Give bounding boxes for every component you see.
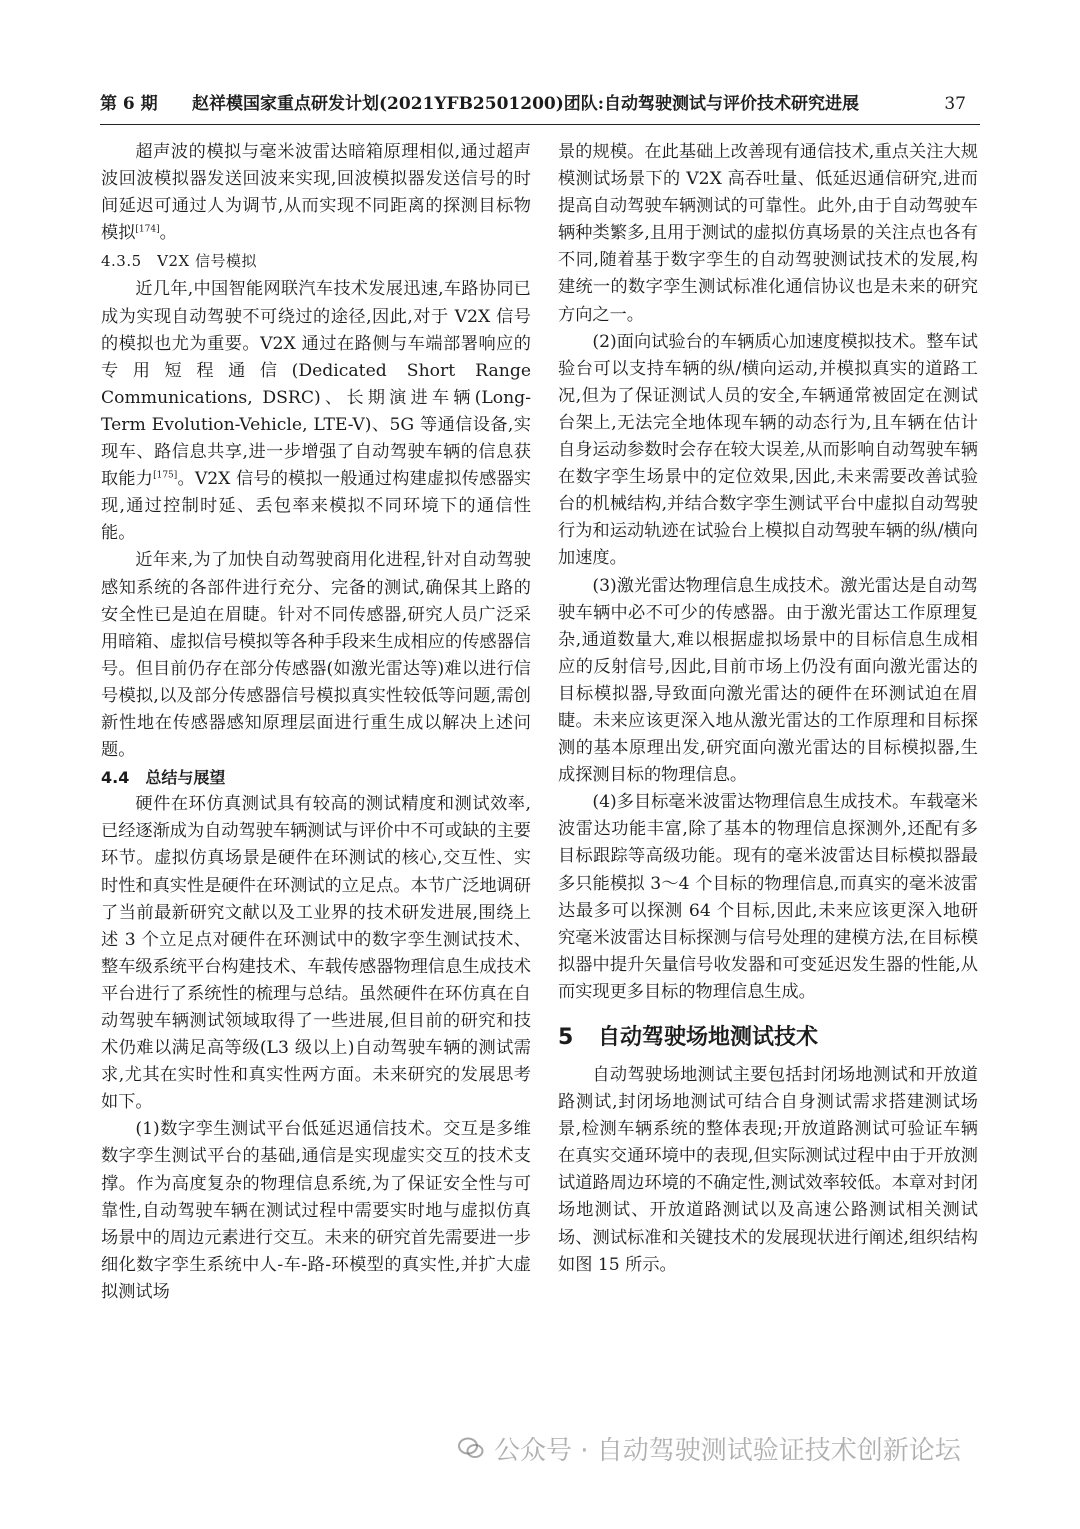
paragraph: 近几年,中国智能网联汽车技术发展迅速,车路协同已成为实现自动驾驶不可绕过的途径,因此,对于 V2X 信号的模拟也尤为重要。V2X 通过在路侧与车端部署响应的专用短程通信(Dedicated Short Range Communications, DSRC)、长期演进车辆(Long-Term Evolution-Vehicle, LTE-V)、5G 等通信设备,实现车、路信息共享,进一步增强了自动驾驶车辆的信息获取能力[175]。V2X 信号的模拟一般通过构建虚拟传感器实现,通过控制时延、丢包率来模拟不同环境下的通信性能。	[101, 279, 531, 544]
paragraph: (3)激光雷达物理信息生成技术。激光雷达是自动驾驶车辆中必不可少的传感器。由于激光雷达工作原理复杂,通道数量大,难以根据虚拟场景中的目标信息生成相应的反射信号,因此,目前市场上仍没有面向激光雷达的目标模拟器,导致面向激光雷达的硬件在环测试迫在眉睫。未来应该更深入地从激光雷达的工作原理和目标探测的基本原理出发,研究面向激光雷达的目标模拟器,生成探测目标的物理信息。	[558, 575, 978, 786]
section-number: 5	[558, 1025, 574, 1050]
paragraph: 自动驾驶场地测试主要包括封闭场地测试和开放道路测试,封闭场地测试可结合自身测试需求搭建测试场景,检测车辆系统的整体表现;开放道路测试可验证车辆在真实交通环境中的表现,但实际测试过程中由于开放测试道路周边环境的不确定性,测试效率较低。本章对封闭场地测试、开放道路测试以及高速公路测试相关测试场、测试标准和关键技术的发展现状进行阐述,组织结构如图 15 所示。	[558, 1065, 978, 1275]
section-title: 自动驾驶场地测试技术	[598, 1025, 819, 1050]
section-heading-5	[558, 1022, 978, 1054]
running-title: 赵祥模国家重点研发计划(2021YFB2501200)团队:自动驾驶测试与评价技术研究进展	[192, 94, 860, 114]
issue-label: 第 6 期	[100, 94, 158, 114]
paragraph: 景的规模。在此基础上改善现有通信技术,重点关注大规模测试场景下的 V2X 高吞吐量、低延迟通信研究,进而提高自动驾驶车辆测试的可靠性。此外,由于自动驾驶车辆种类繁多,且用于测试的虚拟仿真场景的关注点也各有不同,随着基于数字孪生的自动驾驶测试技术的发展,构建统一的数字孪生测试标准化通信协议也是未来的研究方向之一。	[558, 142, 978, 325]
paragraph: 近年来,为了加快自动驾驶商用化进程,针对自动驾驶感知系统的各部件进行充分、完备的测试,确保其上路的安全性已是迫在眉睫。针对不同传感器,研究人员广泛采用暗箱、虚拟信号模拟等各种手段来生成相应的传感器信号。但目前仍存在部分传感器(如激光雷达等)难以进行信号模拟,以及部分传感器信号模拟真实性较低等问题,需创新性地在传感器感知原理层面进行重生成以解决上述问题。	[101, 550, 531, 761]
paragraph: (4)多目标毫米波雷达物理信息生成技术。车载毫米波雷达功能丰富,除了基本的物理信息探测外,还配有多目标跟踪等高级功能。现有的毫米波雷达目标模拟器最多只能模拟 3～4 个目标的物理信息,而真实的毫米波雷达最多可以探测 64 个目标,因此,未来应该更深入地研究毫米波雷达目标探测与信号处理的建模方法,在目标模拟器中提升矢量信号收发器和可变延迟发生器的性能,从而实现更多目标的物理信息生成。	[558, 792, 978, 1002]
citation[interactable]: [175]	[153, 470, 178, 481]
wechat-icon	[458, 1437, 484, 1459]
paragraph: 硬件在环仿真测试具有较高的测试精度和测试效率,已经逐渐成为自动驾驶车辆测试与评价中不可或缺的主要环节。虚拟仿真场景是硬件在环测试的核心,交互性、实时性和真实性是硬件在环测试的立足点。本节广泛地调研了当前最新研究文献以及工业界的技术研发进展,围绕上述 3 个立足点对硬件在环测试中的数字孪生测试技术、整车级系统平台构建技术、车载传感器物理信息生成技术平台进行了系统性的梳理与总结。虽然硬件在环仿真在自动驾驶车辆测试领域取得了一些进展,但目前的研究和技术仍难以满足高等级(L3 级以上)自动驾驶车辆的测试需求,尤其在实时性和真实性两方面。未来研究的发展思考如下。	[101, 794, 531, 1113]
section-heading-4-3-5: 4.3.5 V2X 信号模拟	[101, 252, 257, 271]
citation[interactable]: [174]	[135, 224, 160, 235]
paragraph: (2)面向试验台的车辆质心加速度模拟技术。整车试验台可以支持车辆的纵/横向运动,并模拟真实的道路工况,但为了保证测试人员的安全,车辆通常被固定在测试台架上,无法完全地体现车辆的动态行为,且车辆在估计自身运动参数时会存在较大误差,从而影响自动驾驶车辆在数字孪生场景中的定位效果,因此,未来需要改善试验台的机械结构,并结合数字孪生测试平台中虚拟自动驾驶行为和运动轨迹在试验台上模拟自动驾驶车辆的纵/横向加速度。	[558, 331, 978, 569]
watermark	[458, 1428, 1058, 1468]
right-column	[558, 139, 978, 1279]
running-header	[100, 92, 980, 116]
paragraph: 超声波的模拟与毫米波雷达暗箱原理相似,通过超声波回波模拟器发送回波来实现,回波模拟器发送信号的时间延迟可通过人为调节,从而实现不同距离的探测目标物模拟[174]。	[101, 142, 531, 244]
watermark-text: 公众号 · 自动驾驶测试验证技术创新论坛	[494, 1435, 961, 1466]
header-rule	[100, 124, 980, 125]
paragraph: (1)数字孪生测试平台低延迟通信技术。交互是多维数字孪生测试平台的基础,通信是实现虚实交互的技术支撑。作为高度复杂的物理信息系统,为了保证安全性与可靠性,自动驾驶车辆在测试过程中需要实时地与虚拟仿真场景中的周边元素进行交互。未来的研究首先需要进一步细化数字孪生系统中人-车-路-环模型的真实性,并扩大虚拟测试场	[101, 1119, 531, 1302]
left-column	[101, 139, 531, 1306]
section-heading-4-4: 4.4 总结与展望	[101, 768, 226, 788]
page-number: 37	[944, 94, 966, 114]
